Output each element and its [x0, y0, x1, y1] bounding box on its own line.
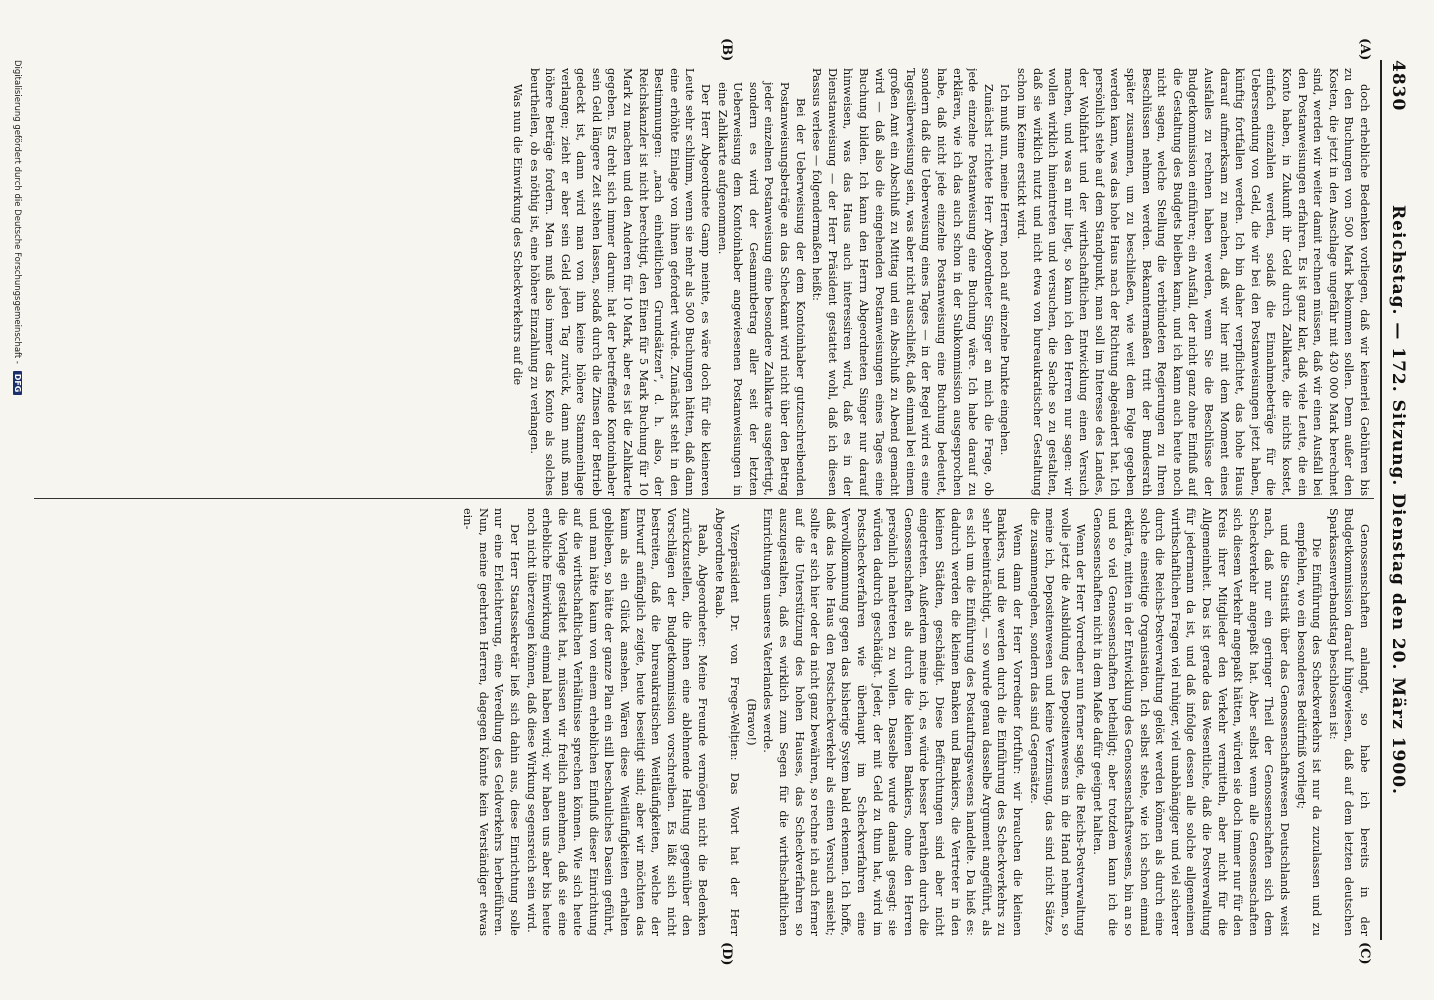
paragraph: Wenn der Herr Vorredner nun ferner sagte, die Reichs-Postverwaltung wolle jetzt die Ausbildung des Depositenwesens in die Hand nehmen, so meine ich, Depositenwesen und keine Verzinsung, das sind nicht Sätze, die zusammengehen, sondern das sind Gegensätze. [1027, 508, 1088, 936]
paragraph: Zunächst richtete Herr Abgeordneter Singer an mich die Frage, ob jede einzelne Postanweisung eine Buchung wäre. Ich habe darauf zu erklären, wie ich das auch schon in der Subkommission ausgesprochen habe, daß nicht jede einzelne Postanweisung eine Buchung bedeutet, sondern daß die Ueberweisung eines Tages — in der Regel wird es eine Tagesüberweisung sein, was aber nicht ausschließt, daß einmal bei einem großen Amt ein Abschluß zu Mittag und ein Abschluß zu Abend gemacht wird — daß also die eingehenden Postanweisungen eines Tages eine Buchung bilden. Ich kann den Herrn Abgeordneten Singer nur darauf hinweisen, was das Haus auch interessiren wird, daß es in der Dienstanweisung — der Herr Präsident gestattet wohl, daß ich diesen Passus verlese — folgendermaßen heißt: [810, 68, 995, 496]
paragraph: doch erhebliche Bedenken vorliegen, daß wir keinerlei Gebühren bis zu den Buchungen von 500 Mark bekommen sollen. Denn außer den Kosten, die jetzt in den Anschlage ungefähr mit 430 000 Mark berechnet sind, werden wir weiter damit rechnen müssen, daß wir einen Ausfall bei den Postanweisungen erfahren. Es ist ganz klar, daß viele Leute, die ein Konto haben, in Zukunft ihr Geld durch Zahlkarte, die nichts kostet, einfach einzahlen werden, sodaß die Einnahmebeträge für die Uebersendung von Geld, die wir bei den Postanweisungen jetzt haben, künftig fortfallen werden. Ich bin daher verpflichtet, das hohe Haus darauf aufmerksam zu machen, daß wir hier mit dem Moment eines Ausfalles zu rechnen haben werden, wenn Sie die Beschlüsse der Budgetkommission einführen; ein Ausfall, der nicht ganz ohne Einfluß auf die Gestaltung des Budgets bleiben kann, und ich kann auch heute noch nicht sagen, welche Stellung die verbündeten Regierungen zu Ihren Beschlüssen nehmen werden. Bekanntermaßen tritt der Bundesrath später zusammen, um zu beschließen, wie weit dem Folge gegeben werden kann, was das hohe Haus nach der Richtung abgeändert hat. Ich persönlich stehe auf dem Standpunkt, man soll im Interesse des Landes, der Wohlfahrt und der wirthschaftlichen Entwicklung einen Versuch machen, und was an mir liegt, so kann ich den Herren nur sagen: wir wollen wirklich hineintreten und versuchen, die Sache so zu gestalten, daß sie wirklich nutzt und nicht etwa von bureaukratischer Gestaltung schon im Keime erstickt wird. [1014, 68, 1371, 496]
paragraph: Genossenschaften anlangt, so habe ich bereits in der Budgetkommission darauf hingewiesen, daß auf dem letzten deutschen Sparkassenverbandstag beschlossen ist: [1326, 508, 1371, 936]
page-header [1382, 60, 1416, 940]
left-column [32, 68, 1372, 496]
margin-mark-c: (C) [1357, 942, 1372, 965]
column-divider [34, 498, 1374, 499]
page-number: 4830 [1388, 60, 1408, 112]
paragraph: Der Herr Abgeordnete Gamp meinte, es wäre doch für die kleineren Leute sehr schlimm, wenn sie mehr als 500 Buchungen hätten, daß dann eine erhöhte Einlage von ihnen gefordert würde. Zunächst steht in den Bestimmungen: „nach einheitlichen Grundsätzen“, d. h. also, der Reichskanzler ist nicht berechtigt, den Einen für 5 Mark Buchung für 10 Mark zu machen und den Anderen für 10 Mark, aber es ist die Zahlkarte gegeben. Es dreht sich immer darum: hat der betreffende Kontoinhaber sein Geld längere Zeit stehen lassen, sodaß durch die Zinsen der Betrieb gedeckt ist, dann wird man von ihm keine höhere Stammeinlage verlangen; zieht er aber sein Geld jeden Tag zurück, dann muß man höhere Beträge fordern. Man muß also immer das Konto als solches beurtheilen, ob es nöthig ist, eine höhere Einzahlung zu verlangen. [527, 68, 713, 496]
quote-paragraph: Die Einführung des Scheckverkehrs ist nur da zuzulassen und zu empfehlen, wo ein besonderes Bedürfniß vorliegt; [1294, 522, 1324, 936]
right-column [32, 508, 1372, 936]
page-title: Reichstag. — 172. Sitzung. Dienstag den 20. März 1900. [1388, 205, 1408, 795]
margin-mark-d: (D) [719, 942, 734, 966]
applause-note: (Bravo!) [744, 698, 758, 746]
paragraph: Was nun die Einwirkung des Scheckverkehrs auf die [510, 84, 524, 386]
header-rule [1380, 60, 1382, 940]
margin-mark-b: (B) [719, 38, 734, 62]
speaker-paragraph: Raab, Abgeordneter: Meine Freunde vermögen nicht die Bedenken zurückzustellen, die ihnen eine ablehnende Haltung gegenüber den Vorschlägen der Budgetkommission vorschreiben. Es läßt sich nicht bestreiten, daß die bureaukratischen Weitläufigkeiten, welche der Entwurf anfänglich zeigte, heute beseitigt sind; aber wir möchten das kaum als ein Glück ansehen. Wären diese Weitläufigkeiten erhalten geblieben, so hätte der ganze Plan ein still beschauliches Dasein geführt, und man hätte kaum von einem erheblichen Einfluß dieser Einrichtung auf die wirthschaftlichen Verhältnisse sprechen können. Wie sich heute die Vorlage gestaltet hat, müssen wir freilich annehmen, daß sie eine erhebliche Einwirkung einmal haben wird; wir haben uns aber bis heute noch nicht überzeugen können, daß diese Wirkung segensreich sein wird. [524, 508, 710, 936]
margin-mark-a: (A) [1357, 38, 1372, 61]
paragraph: Der Herr Staatssekretär ließ sich dahin aus, diese Einrichtung solle nur eine Erleichterung, eine Veredlung des Geldverkehrs herbeiführen. Nun, meine geehrten Herren, dagegen könnte kein Verständiger etwas ein- [461, 508, 521, 936]
dfg-logo: DFG [13, 371, 22, 396]
speaker-paragraph: Vizepräsident Dr. von Frege-Welțien: Das Wort hat der Herr Abgeordnete Raab. [712, 508, 742, 936]
paragraph: Ich muß nun, meine Herren, noch auf einzelne Punkte eingehen. [998, 84, 1012, 456]
paragraph: und die Statistik über das Genossenschaftswesen Deutschlands weist nach, daß nur ein geringer Theil der Genossenschaften sich dem Scheckverkehr angepaßt hat. Aber selbst wenn alle Genossenschaften sich diesem Verkehr angepaßt hätten, würden sie doch immer nur für den Kreis ihrer Mitglieder den Verkehr vermitteln, aber nicht für die Allgemeinheit. Das ist gerade das Wesentliche, daß die Postverwaltung für jedermann da ist, und daß infolge dessen alle solche allgemeinen wirthschaftlichen Fragen viel ruhiger, viel unabhängiger und viel sicherer durch die Reichs-Postverwaltung gelöst werden können als durch eine solche einseitige Organisation. Ich selbst stehe, wie ich schon einmal erklärte, mitten in der Entwicklung des Genossenschaftswesens, bin an so und so viel Genossenschaften betheiligt; aber trotzdem kann ich die Genossenschaften nicht in dem Maße dafür geeignet halten. [1090, 508, 1292, 936]
digitization-text: Digitalisierung gefördert durch die Deutsche Forschungsgemeinschaft - [12, 60, 22, 364]
paragraph: Wenn dann der Herr Vorredner fortfuhr: wir brauchen die kleinen Bankiers, und die werden durch die Einführung des Scheckverkehrs zu sehr beeinträchtigt, — so wurde genau dasselbe Argument angeführt, als es sich um die Einführung des Postauftragswesens handelte. Da hieß es: dadurch werden die kleinen Banken und Bankiers, die Vertreter in den kleinen Städten, geschädigt. Diese Befürchtungen sind aber nicht eingetreten. Außerdem meine ich, es würde besser berathen durch die Genossenschaften als durch die kleinen Bankiers, ohne den Herren persönlich nahetreten zu wollen. Dasselbe wurde damals gesagt: sie würden dadurch geschädigt. Jeder, der mit Geld zu thun hat, wird im Postscheckverfahren wie überhaupt im Scheckverfahren eine Vervollkommnung gegen das bisherige System bald erkennen. Ich hoffe, daß das hohe Haus den Postscheckverkehr als einen Versuch ansieht; sollte er sich hier oder da nicht ganz bewähren, so rechne ich auch ferner auf die Unterstützung des hohen Hauses, das Scheckverfahren so auszugestalten, daß es wirklich zum Segen für die wirthschaftlichen Einrichtungen unseres Vaterlandes werde. [761, 508, 1024, 936]
quote-paragraph: Bei der Ueberweisung der dem Kontoinhaber gutzuschreibenden Postanweisungsbeträge an das Scheckamt wird nicht über den Betrag jeder einzelnen Postanweisung eine besondere Zahlkarte ausgefertigt, sondern es wird der Gesammtbetrag aller seit der letzten Ueberweisung dem Kontoinhaber angewiesenen Postanweisungen in eine Zahlkarte aufgenommen. [715, 82, 807, 496]
digitization-note [12, 60, 22, 940]
